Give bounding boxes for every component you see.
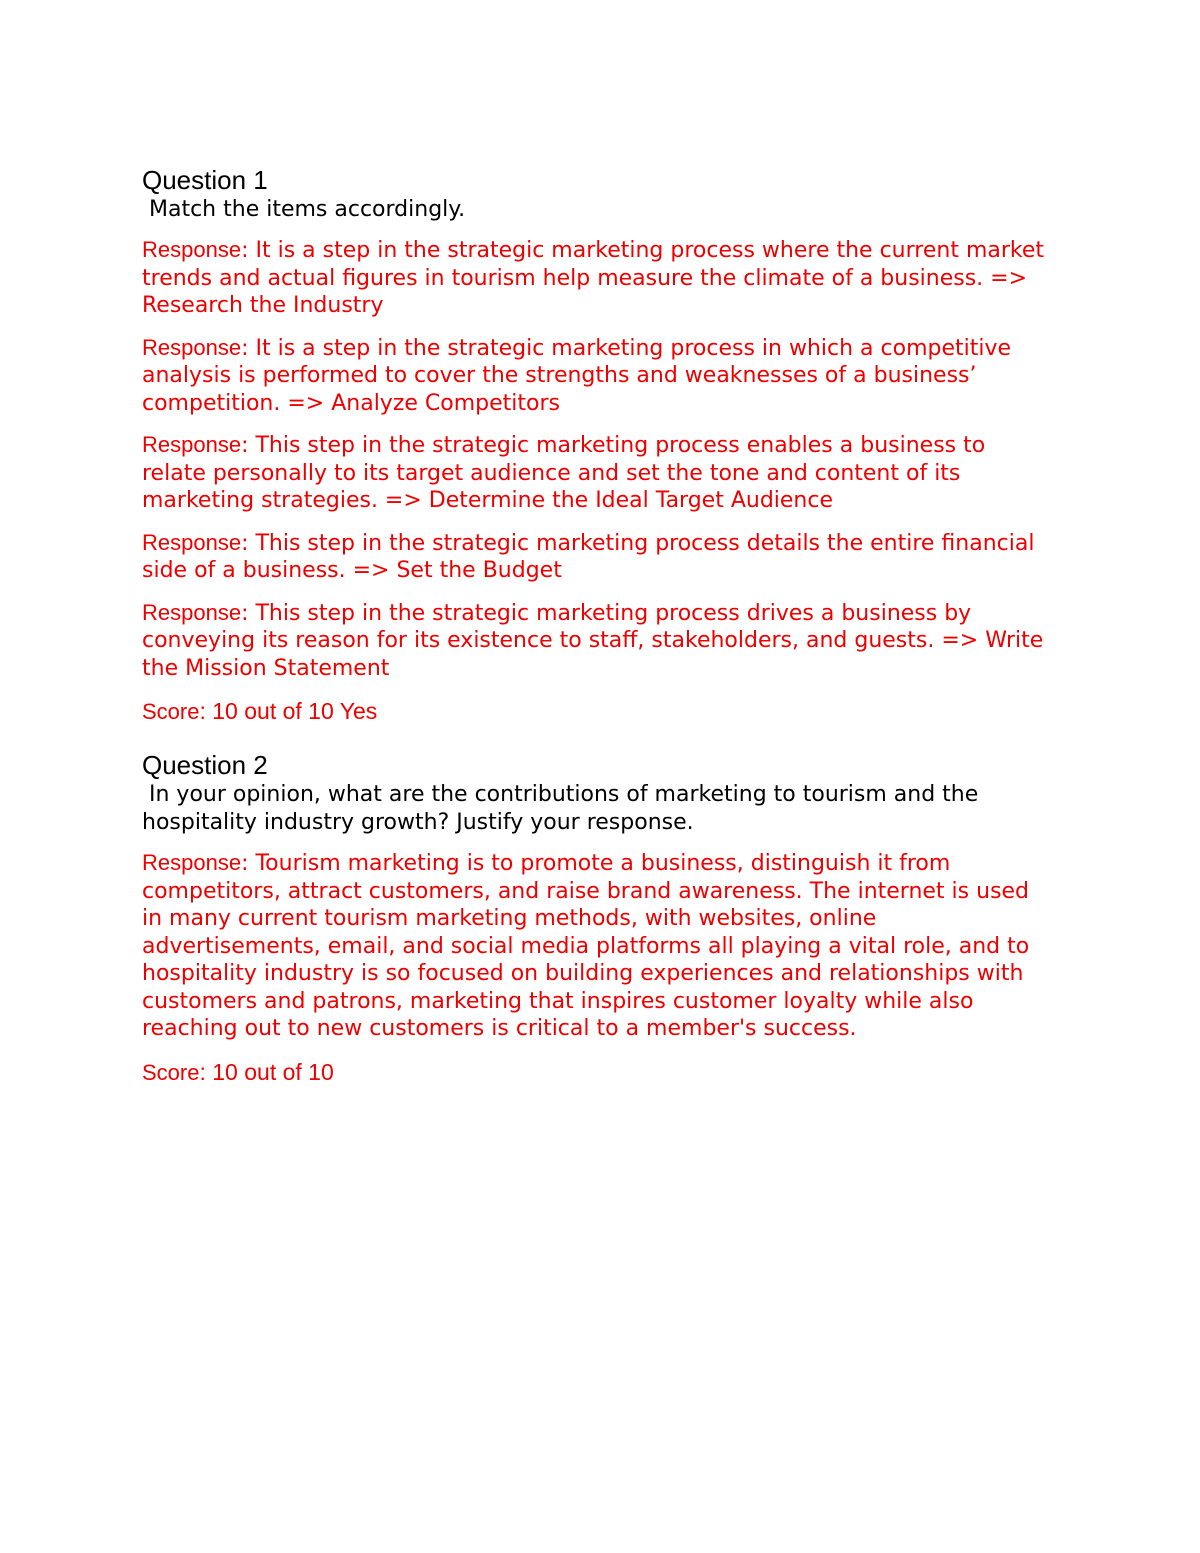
response-separator: : (241, 238, 256, 263)
response-separator: : (241, 530, 256, 556)
question-prompt: In your opinion, what are the contributions of marketing to tourism and the hospitality industry growth? Justify your response. (142, 782, 986, 835)
response-separator: : (241, 433, 256, 458)
response-separator: : (241, 600, 256, 626)
response-text: It is a step in the strategic marketing process in which a competitive analysis is performed to cover the strengths and weaknesses of a business’ competition. => Analyze Competitors (142, 335, 1012, 416)
score-line (142, 1057, 1052, 1088)
response-text: This step in the strategic marketing process enables a business to relate personally to its target audience and set the tone and content of its marketing strategies. => Determine the Ideal Target Audience (142, 433, 986, 513)
response-label: Response (142, 529, 242, 555)
score-separator: : (199, 698, 213, 724)
response-item (142, 334, 1052, 418)
score-separator: : (199, 1058, 213, 1085)
response-text: This step in the strategic marketing process details the entire financial side of a business. => Set the Budget (142, 530, 1035, 583)
response-item (142, 236, 1052, 320)
document-page (142, 164, 1052, 1110)
response-label: Response (142, 237, 242, 262)
response-label: Response (142, 599, 242, 625)
question-title: Question 2 (142, 750, 268, 780)
response-separator: : (241, 851, 256, 876)
score-value: 10 out of 10 (212, 1058, 334, 1085)
question-2-block (142, 749, 1052, 1088)
question-prompt: Match the items accordingly. (142, 197, 466, 222)
question-1-block (142, 164, 1052, 727)
response-separator: : (241, 335, 256, 361)
response-label: Response (142, 334, 242, 360)
response-item (142, 431, 1052, 515)
score-label: Score (142, 1059, 200, 1085)
response-label: Response (142, 432, 242, 457)
response-item (142, 599, 1052, 683)
response-item (142, 529, 1052, 585)
response-text: It is a step in the strategic marketing process where the current market trends and actual figures in tourism help measure the climate of a business. => Research the Industry (142, 238, 1045, 318)
response-item (142, 849, 1052, 1043)
response-text: This step in the strategic marketing process drives a business by conveying its reason for its existence to staff, stakeholders, and guests. => Write the Mission Statement (142, 600, 1044, 681)
score-label: Score (142, 699, 200, 724)
response-text: Tourism marketing is to promote a business, distinguish it from competitors, attract customers, and raise brand awareness. The internet is used in many current tourism marketing methods, with websites, online advertisements, email, and social media platforms all playing a vital role, and to hospitality industry is so focused on building experiences and relationships with customers and patrons, marketing that inspires customer loyalty while also reaching out to new customers is critical to a member's success. (142, 851, 1030, 1041)
response-label: Response (142, 850, 242, 875)
question-title: Question 1 (142, 165, 268, 195)
score-line (142, 696, 1052, 727)
score-value: 10 out of 10 Yes (212, 698, 378, 724)
